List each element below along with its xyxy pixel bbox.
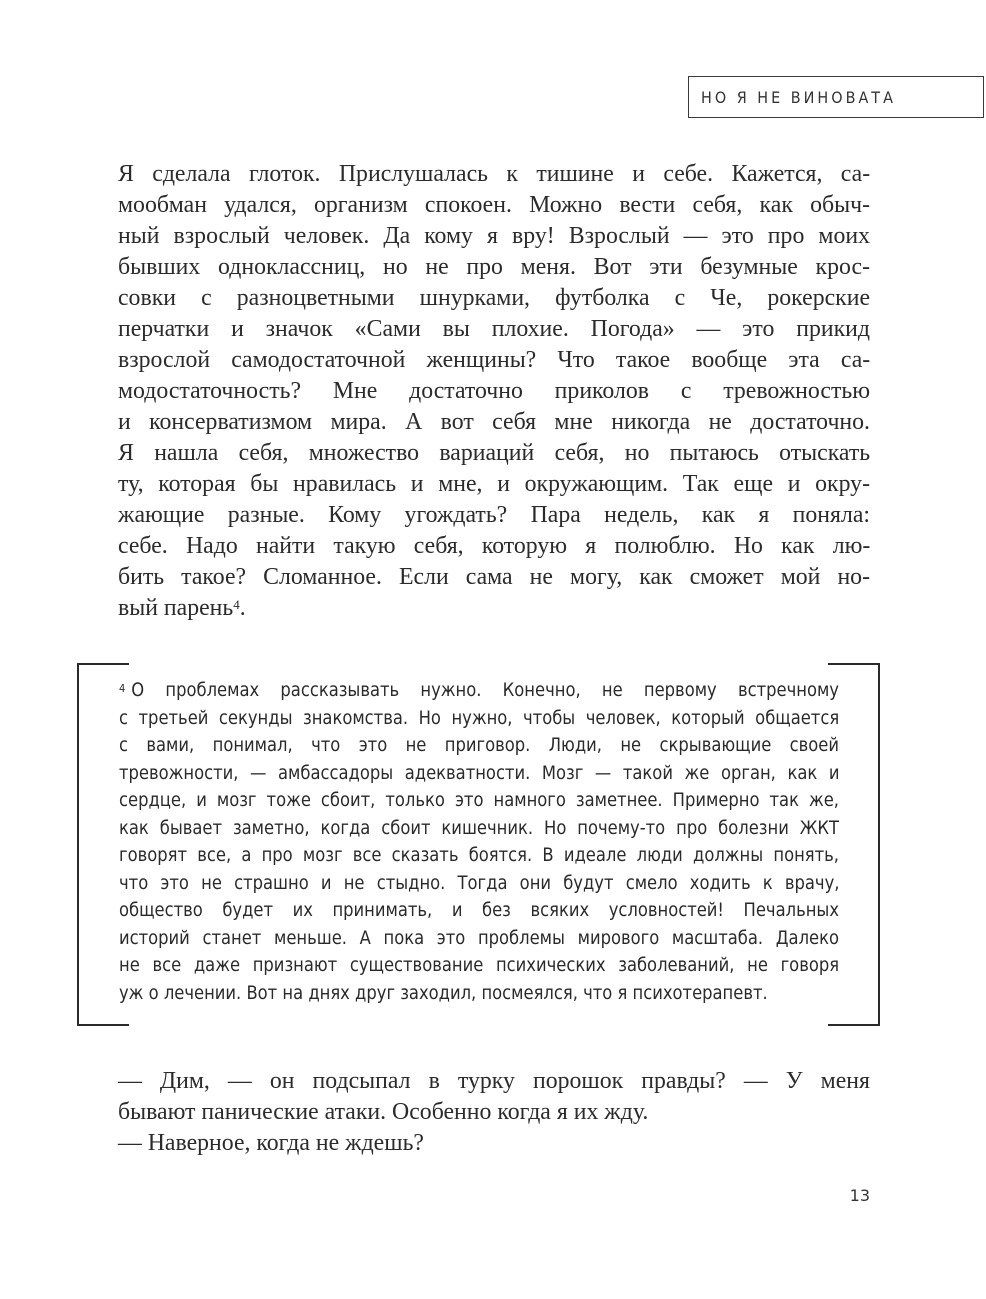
dialogue-line: — Наверное, когда не ждешь? bbox=[118, 1130, 424, 1156]
footnote-line: тревожности, — амбассадоры адекватности. Мозг — такой же орган, как и bbox=[119, 762, 840, 784]
text-line: модостаточность? Мне достаточно приколов с тревожностью bbox=[118, 378, 870, 404]
footnote-line: уж о лечении. Вот на днях друг заходил, посмеялся, что я психотерапевт. bbox=[119, 982, 768, 1004]
running-header bbox=[688, 76, 984, 118]
text-line: ный взрослый человек. Да кому я вру! Взрослый — это про моих bbox=[118, 223, 870, 249]
footnote-line: сердце, и мозг тоже сбоит, только это намного заметнее. Примерно так же, bbox=[119, 790, 839, 811]
text-line: и консерватизмом мира. А вот себя мне никогда не достаточно. bbox=[118, 409, 870, 435]
page-number: 13 bbox=[849, 1186, 870, 1205]
frame-side bbox=[878, 663, 880, 1026]
footnote-line-text: О проблемах рассказывать нужно. Конечно, не первому встречному bbox=[131, 680, 839, 701]
footnote-line bbox=[119, 677, 839, 705]
running-title: НО Я НЕ ВИНОВАТА bbox=[701, 87, 896, 107]
dialogue-line: — Дим, — он подсыпал в турку порошок правды? — У меня bbox=[118, 1068, 870, 1094]
text-line: Я нашла себя, множество вариаций себя, но пытаюсь отыскать bbox=[118, 440, 871, 466]
footnote-line: говорят все, а про мозг все сказать боятся. В идеале люди должны понять, bbox=[119, 845, 839, 866]
text-line: бывших одноклассниц, но не про меня. Вот эти безумные крос- bbox=[118, 254, 870, 280]
footnote-line: как бывает заметно, когда сбоит кишечник. Но почему-то про болезни ЖКТ bbox=[119, 817, 839, 839]
footnote-text bbox=[119, 677, 839, 1007]
footnote-number: 4 bbox=[119, 682, 126, 695]
text-line: взрослой самодостаточной женщины? Что такое вообще эта са- bbox=[118, 347, 871, 373]
text-line: перчатки и значок «Сами вы плохие. Погода» — это прикид bbox=[118, 316, 870, 342]
footnote-line: общество будет их принимать, и без всяких условностей! Печальных bbox=[119, 900, 840, 921]
footnote-reference[interactable]: 4 bbox=[233, 597, 240, 612]
text-line-last bbox=[118, 593, 870, 624]
text-line: жающие разные. Кому угождать? Пара недель, как я поняла: bbox=[118, 502, 871, 528]
footnote-line: что это не страшно и не стыдно. Тогда они будут смело ходить к врачу, bbox=[119, 872, 840, 894]
main-paragraph bbox=[118, 159, 870, 624]
dialogue-line: бывают панические атаки. Особенно когда я их жду. bbox=[118, 1099, 649, 1125]
text-line: Я сделала глоток. Прислушалась к тишине и себе. Кажется, са- bbox=[118, 161, 871, 187]
text-line: ту, которая бы нравилась и мне, и окружающим. Так еще и окру- bbox=[118, 471, 870, 497]
footnote-line: историй станет меньше. А пока это проблемы мирового масштаба. Далеко bbox=[119, 927, 839, 949]
text-line: мообман удался, организм спокоен. Можно вести себя, как обыч- bbox=[118, 192, 870, 218]
text-line: себе. Надо найти такую себя, которую я полюблю. Но как лю- bbox=[118, 533, 871, 559]
text-line: совки с разноцветными шнурками, футболка с Че, рокерские bbox=[118, 285, 871, 311]
footnote-line: не все даже признают существование психических заболеваний, не говоря bbox=[119, 955, 840, 976]
footnote-line: с третьей секунды знакомства. Но нужно, чтобы человек, который общается bbox=[119, 707, 840, 729]
footnote-box bbox=[77, 663, 880, 1026]
text-line: бить такое? Сломанное. Если сама не могу, как сможет мой но- bbox=[118, 564, 870, 590]
frame-side bbox=[77, 663, 79, 1026]
dialogue bbox=[118, 1066, 870, 1159]
last-line-end: . bbox=[239, 595, 246, 621]
last-line-text: вый парень bbox=[118, 595, 234, 621]
footnote-line: с вами, понимал, что это не приговор. Люди, не скрывающие своей bbox=[119, 735, 840, 756]
